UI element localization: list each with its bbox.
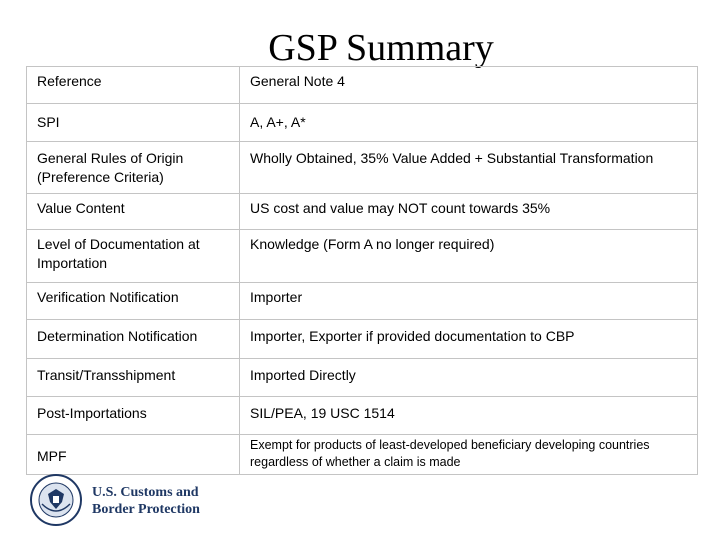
- row-key: General Rules of Origin (Preference Criteria): [27, 142, 240, 194]
- table-row: [27, 142, 698, 194]
- row-value: US cost and value may NOT count towards 35%: [240, 194, 698, 230]
- row-key: Value Content: [27, 194, 240, 230]
- page-title: GSP Summary: [268, 27, 494, 69]
- row-key: Reference: [27, 67, 240, 104]
- row-key: MPF: [27, 435, 240, 475]
- cbp-name-line2: Border Protection: [92, 502, 200, 517]
- table-row: [27, 194, 698, 230]
- table-row: [27, 397, 698, 435]
- row-key: Level of Documentation at Importation: [27, 230, 240, 283]
- table-row: [27, 67, 698, 104]
- dhs-seal-icon: [30, 474, 82, 526]
- gsp-summary-table: [26, 66, 698, 475]
- row-value: Importer, Exporter if provided documentation to CBP: [240, 320, 698, 359]
- row-value: Imported Directly: [240, 359, 698, 397]
- table-row: [27, 320, 698, 359]
- table-row: [27, 230, 698, 283]
- row-key: Determination Notification: [27, 320, 240, 359]
- row-key: Transit/Transshipment: [27, 359, 240, 397]
- row-value: Importer: [240, 283, 698, 320]
- row-value: Exempt for products of least-developed beneficiary developing countries regardless of whether a claim is made: [240, 435, 698, 475]
- row-key: Post-Importations: [27, 397, 240, 435]
- cbp-wordmark: [92, 484, 200, 518]
- row-value: Knowledge (Form A no longer required): [240, 230, 698, 283]
- row-value: General Note 4: [240, 67, 698, 104]
- table-row: [27, 359, 698, 397]
- row-key: SPI: [27, 104, 240, 142]
- table-row: [27, 435, 698, 475]
- row-key: Verification Notification: [27, 283, 240, 320]
- row-value: SIL/PEA, 19 USC 1514: [240, 397, 698, 435]
- table-row: [27, 283, 698, 320]
- cbp-logo: [30, 474, 230, 532]
- row-value: Wholly Obtained, 35% Value Added + Substantial Transformation: [240, 142, 698, 194]
- table-row: [27, 104, 698, 142]
- row-value: A, A+, A*: [240, 104, 698, 142]
- cbp-name-line1: U.S. Customs and: [92, 485, 199, 500]
